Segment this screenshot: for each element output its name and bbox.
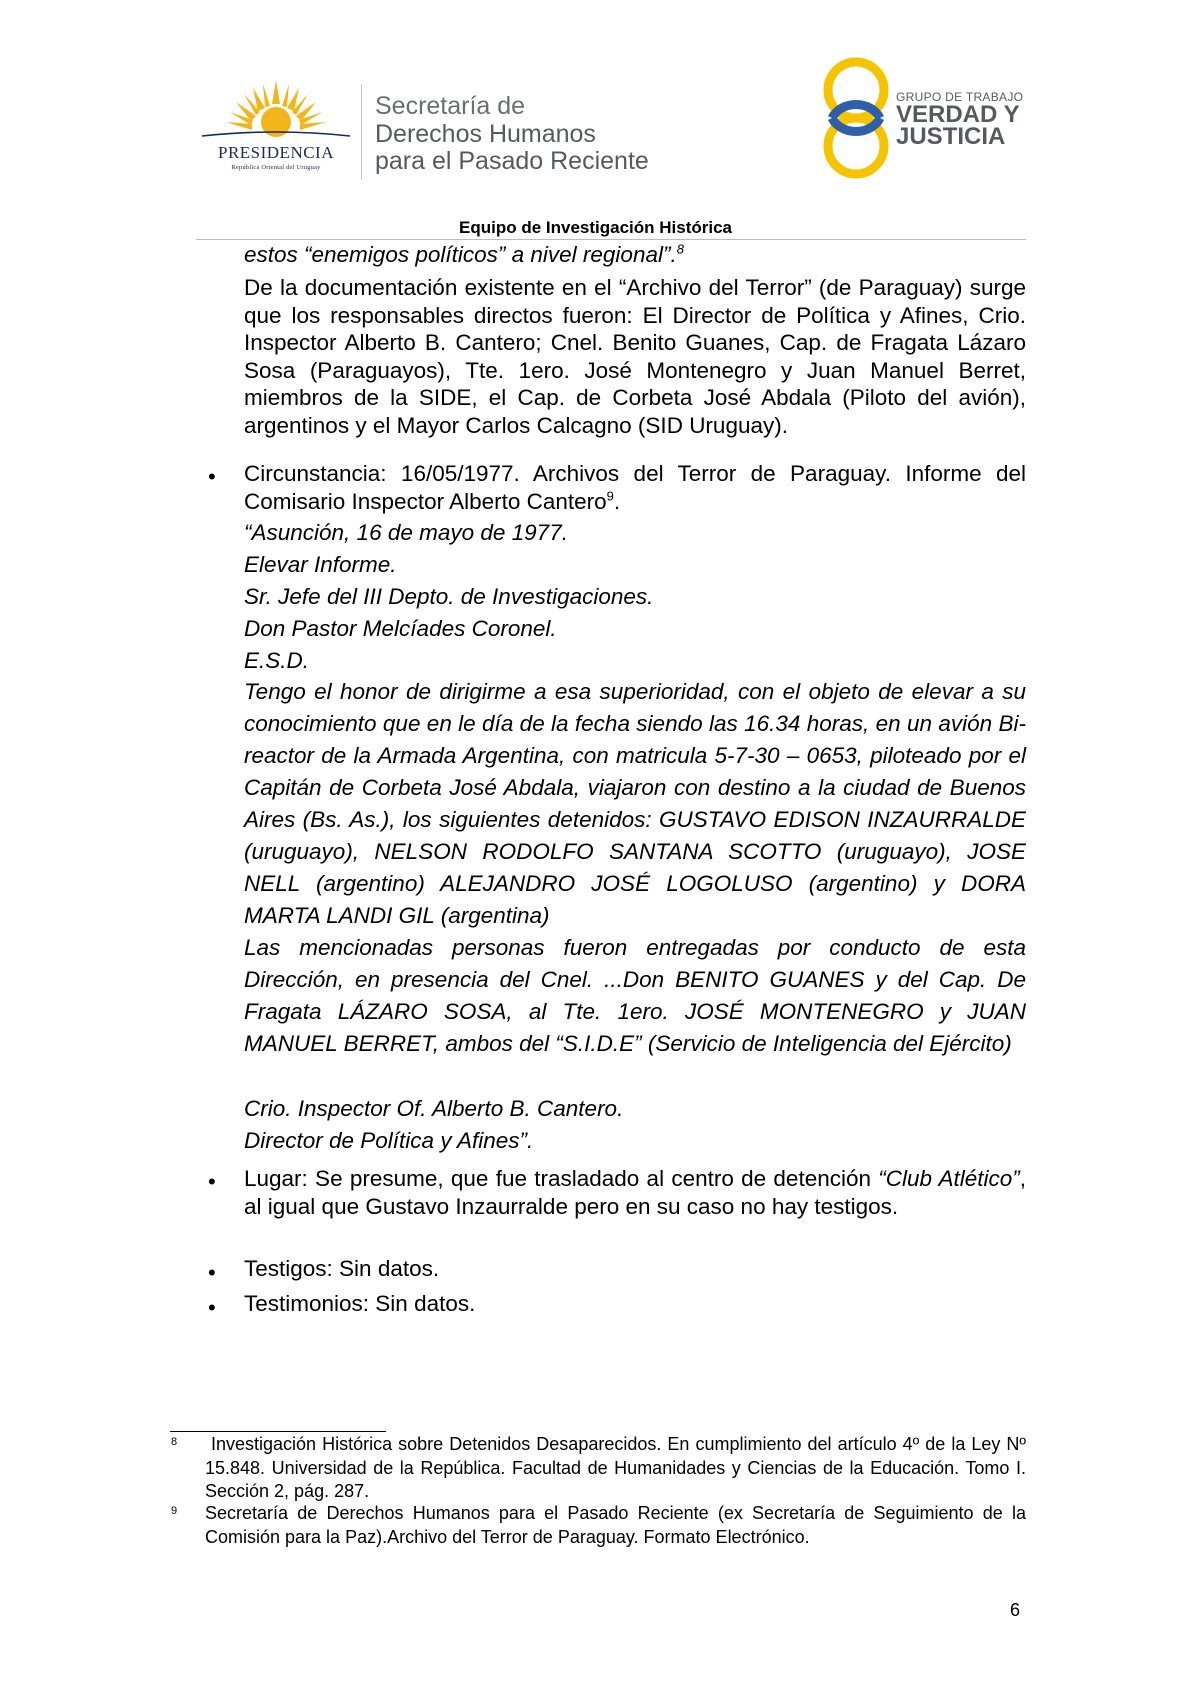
vyj-logo-line1: GRUPO DE TRABAJO [896, 90, 1024, 104]
quote-line: “Asunción, 16 de mayo de 1977. [244, 520, 568, 545]
footnote-rule [170, 1431, 386, 1432]
header-rule [196, 239, 1026, 240]
footnote-ref-8[interactable]: 8 [676, 241, 684, 257]
bullet-lugar: Lugar: Se presume, que fue trasladado al centro de detención “Club Atlético”, al igual que Gustavo Inzaurralde pero en su caso no hay testigos. [244, 1166, 1027, 1219]
quote-signature-line: Director de Política y Afines”. [244, 1128, 534, 1153]
secretaria-title-line1: Secretaría de [375, 92, 526, 120]
bullet-marker: • [208, 464, 216, 489]
logo-divider [361, 84, 362, 180]
quote-paragraph-2: Las mencionadas personas fueron entregadas por conducto de esta Dirección, en presencia del Cnel. ...Don BENITO GUANES y del Cap. De Fragata LÁZARO SOSA, al Tte. 1ero. JOSÉ MONTENEGRO y JUAN MANUEL BERRET, ambos del “S.I.D.E” (Servicio de Inteligencia del Ejército) [244, 935, 1026, 1056]
footnote-number: 9 [171, 1505, 178, 1517]
page-number: 6 [1010, 1600, 1021, 1620]
bullet-marker: • [208, 1169, 216, 1194]
secretaria-title-line2: Derechos Humanos [375, 120, 596, 148]
quote-paragraph-1: Tengo el honor de dirigirme a esa superioridad, con el objeto de elevar a su conocimiento que en le día de la fecha siendo las 16.34 horas, en un avión Bi-reactor de la Armada Argentina, con matricula 5-7-30 – 0653, piloteado por el Capitán de Corbeta José Abdala, viajaron con destino a la ciudad de Buenos Aires (Bs. As.), los siguientes detenidos: GUSTAVO EDISON INZAURRALDE (uruguayo), NELSON RODOLFO SANTANA SCOTTO (uruguayo), JOSE NELL (argentino) ALEJANDRO JOSÉ LOGOLUSO (argentino) y DORA MARTA LANDI GIL (argentina) [244, 679, 1026, 928]
paragraph-responsables: De la documentación existente en el “Archivo del Terror” (de Paraguay) surge que los responsables directos fueron: El Director de Política y Afines, Crio. Inspector Alberto B. Cantero; Cnel. Benito Guanes, Cap. de Fragata Lázaro Sosa (Paraguayos), Tte. 1ero. José Montenegro y Juan Manuel Berret, miembros de la SIDE, el Cap. de Corbeta José Abdala (Piloto del avión), argentinos y el Mayor Carlos Calcagno (SID Uruguay). [244, 275, 1026, 438]
footnote-ref-9[interactable]: 9 [606, 488, 614, 503]
quote-line: E.S.D. [244, 648, 310, 673]
secretaria-title-line3: para el Pasado Reciente [375, 147, 649, 175]
bullet-testigos: Testigos: Sin datos. [244, 1256, 440, 1281]
intro-line: estos “enemigos políticos” a nivel regional”.$^8$ [244, 241, 684, 267]
presidencia-logo-text: PRESIDENCIA [217, 143, 334, 162]
footnote-text: Secretaría de Derechos Humanos para el Pasado Reciente (ex Secretaría de Seguimiento de la Comisión para la Paz).Archivo del Terror de Paraguay. Formato Electrónico. [205, 1503, 1026, 1547]
footnote-number: 8 [171, 1436, 178, 1448]
quote-line: Don Pastor Melcíades Coronel. [244, 616, 557, 641]
vyj-logo-line2: VERDAD Y [896, 101, 1020, 128]
bullet-testimonios: Testimonios: Sin datos. [244, 1291, 476, 1316]
bullet-circunstancia: Circunstancia: 16/05/1977. Archivos del Terror de Paraguay. Informe del Comisario Inspector Alberto Cantero$^9$. [244, 461, 1026, 514]
quote-line: Sr. Jefe del III Depto. de Investigaciones. [244, 584, 654, 609]
vyj-logo-line3: JUSTICIA [896, 123, 1006, 150]
presidencia-subtitle: República Oriental del Uruguay [231, 164, 321, 171]
team-header: Equipo de Investigación Histórica [459, 218, 732, 237]
footnote-text: Investigación Histórica sobre Detenidos Desaparecidos. En cumplimiento del artículo 4º de la Ley Nº 15.848. Universidad de la República. Facultad de Humanidades y Ciencias de la Educación. Tomo I. Sección 2, pág. 287. [205, 1434, 1026, 1501]
bullet-marker: • [208, 1295, 216, 1320]
bullet-marker: • [208, 1260, 216, 1285]
quote-line: Elevar Informe. [244, 552, 397, 577]
quote-signature-line: Crio. Inspector Of. Alberto B. Cantero. [244, 1096, 624, 1121]
